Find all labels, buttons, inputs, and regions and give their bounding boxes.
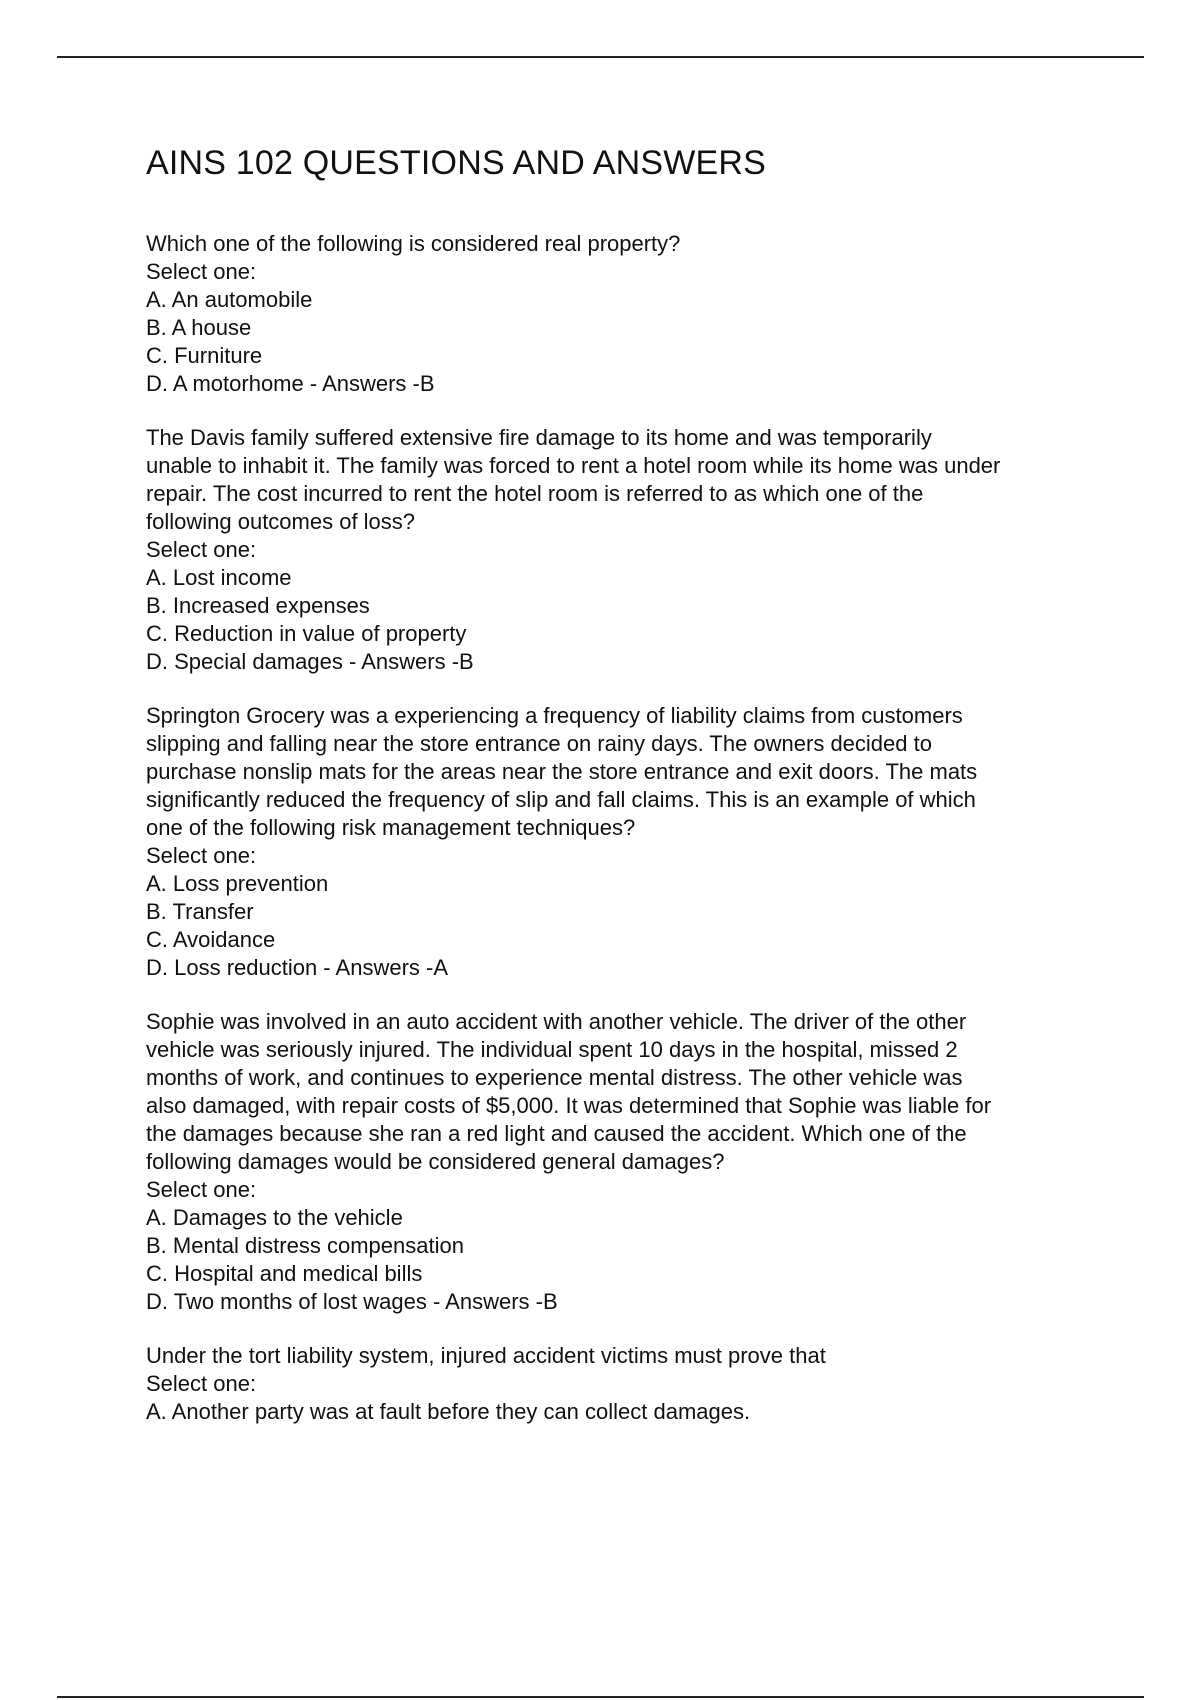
option-a: A. Another party was at fault before they can collect damages. bbox=[146, 1399, 751, 1424]
select-one-label: Select one: bbox=[146, 1371, 257, 1396]
question-1 bbox=[146, 230, 1106, 398]
question-prompt: Sophie was involved in an auto accident with another vehicle. The driver of the other vehicle was seriously injured. The individual spent 10 days in the hospital, missed 2 months of work, and continues to experience mental distress. The other vehicle was also damaged, with repair costs of $5,000. It was determined that Sophie was liable for the damages because she ran a red light and caused the accident. Which one of the following damages would be considered general damages? bbox=[146, 1009, 992, 1174]
option-a: A. Loss prevention bbox=[146, 871, 329, 896]
select-one-label: Select one: bbox=[146, 1177, 257, 1202]
answer-options bbox=[146, 1398, 1106, 1426]
question-5 bbox=[146, 1342, 1106, 1426]
question-prompt: Which one of the following is considered real property? bbox=[146, 231, 681, 256]
answer-options bbox=[146, 286, 1106, 398]
option-d-with-answer: D. Loss reduction - Answers -A bbox=[146, 955, 449, 980]
document-body bbox=[146, 142, 1106, 1452]
option-c: C. Avoidance bbox=[146, 927, 276, 952]
option-a: A. Lost income bbox=[146, 565, 292, 590]
question-3 bbox=[146, 702, 1106, 982]
question-prompt: The Davis family suffered extensive fire damage to its home and was temporarily unable to inhabit it. The family was forced to rent a hotel room while its home was under repair. The cost incurred to rent the hotel room is referred to as which one of the following outcomes of loss? bbox=[146, 425, 1001, 534]
option-b: B. Mental distress compensation bbox=[146, 1233, 464, 1258]
top-rule bbox=[57, 56, 1144, 58]
option-d-with-answer: D. A motorhome - Answers -B bbox=[146, 371, 435, 396]
answer-options bbox=[146, 564, 1106, 676]
option-c: C. Furniture bbox=[146, 343, 263, 368]
question-prompt: Springton Grocery was a experiencing a frequency of liability claims from customers slipping and falling near the store entrance on rainy days. The owners decided to purchase nonslip mats for the areas near the store entrance and exit doors. The mats significantly reduced the frequency of slip and fall claims. This is an example of which one of the following risk management techniques? bbox=[146, 703, 978, 840]
answer-options bbox=[146, 1204, 1106, 1316]
option-b: B. Increased expenses bbox=[146, 593, 370, 618]
question-2 bbox=[146, 424, 1106, 676]
page-title: AINS 102 QUESTIONS AND ANSWERS bbox=[146, 144, 767, 182]
select-one-label: Select one: bbox=[146, 843, 257, 868]
option-c: C. Reduction in value of property bbox=[146, 621, 467, 646]
option-c: C. Hospital and medical bills bbox=[146, 1261, 423, 1286]
question-prompt: Under the tort liability system, injured accident victims must prove that bbox=[146, 1343, 826, 1368]
option-a: A. Damages to the vehicle bbox=[146, 1205, 403, 1230]
option-d-with-answer: D. Two months of lost wages - Answers -B bbox=[146, 1289, 558, 1314]
option-b: B. Transfer bbox=[146, 899, 254, 924]
select-one-label: Select one: bbox=[146, 537, 257, 562]
option-b: B. A house bbox=[146, 315, 252, 340]
answer-options bbox=[146, 870, 1106, 982]
bottom-rule bbox=[57, 1696, 1144, 1698]
option-a: A. An automobile bbox=[146, 287, 313, 312]
select-one-label: Select one: bbox=[146, 259, 257, 284]
question-4 bbox=[146, 1008, 1106, 1316]
option-d-with-answer: D. Special damages - Answers -B bbox=[146, 649, 474, 674]
